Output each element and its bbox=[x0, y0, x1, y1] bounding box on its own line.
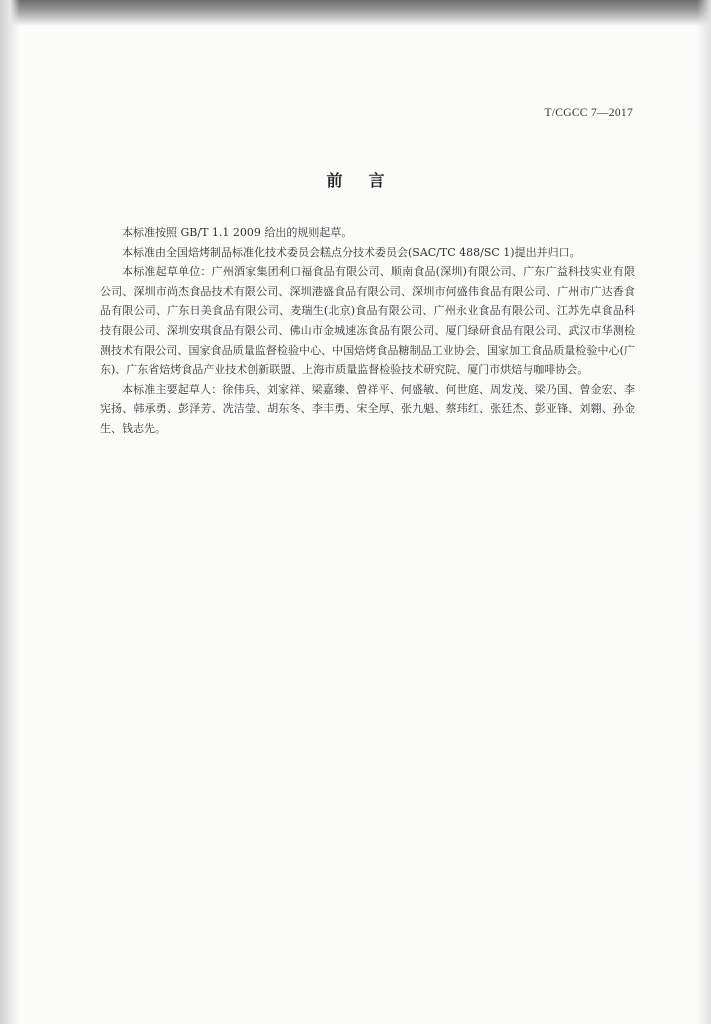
scan-shadow-right bbox=[697, 0, 711, 1024]
standard-code: T/CGCC 7—2017 bbox=[544, 107, 633, 119]
paragraph-drafting-units: 本标准起草单位：广州酒家集团利口福食品有限公司、顺南食品(深圳)有限公司、广东广益科技实业有限公司、深圳市尚杰食品技术有限公司、深圳港盛食品有限公司、深圳市何盛伟食品有限公司、广州市广达香食品有限公司、广东日美食品有限公司、麦瑞生(北京)食品有限公司、广州永业食品有限公司、江苏先卓食品科技有限公司、深圳安琪食品有限公司、佛山市金城速冻食品有限公司、厦门绿研食品有限公司、武汉市华测检测技术有限公司、国家食品质量监督检验中心、中国焙烤食品糖制品工业协会、国家加工食品质量检验中心(广东)、广东省焙烤食品产业技术创新联盟、上海市质量监督检验技术研究院、厦门市烘焙与咖啡协会。 bbox=[100, 265, 635, 377]
paragraph-drafting-rules: 本标准按照 GB/T 1.1 2009 给出的规则起草。 bbox=[122, 226, 353, 239]
paragraph-drafters: 本标准主要起草人：徐伟兵、刘家祥、梁嘉臻、曾祥平、何盛敏、何世庭、周发茂、梁乃国、曾金宏、李宪扬、韩承勇、彭泽芳、冼洁莹、胡东冬、李丰勇、宋全厚、张九魁、蔡玮红、张廷杰、彭亚锋、刘翱、孙金生、钱志先。 bbox=[100, 382, 635, 435]
foreword-body bbox=[100, 223, 635, 439]
paragraph-proposer: 本标准由全国焙烤制品标准化技术委员会糕点分技术委员会(SAC/TC 488/SC 1)提出并归口。 bbox=[122, 245, 581, 259]
page-title: 前言 bbox=[326, 171, 411, 190]
scan-shadow-left bbox=[0, 0, 20, 1024]
scan-shadow-top bbox=[0, 0, 711, 26]
